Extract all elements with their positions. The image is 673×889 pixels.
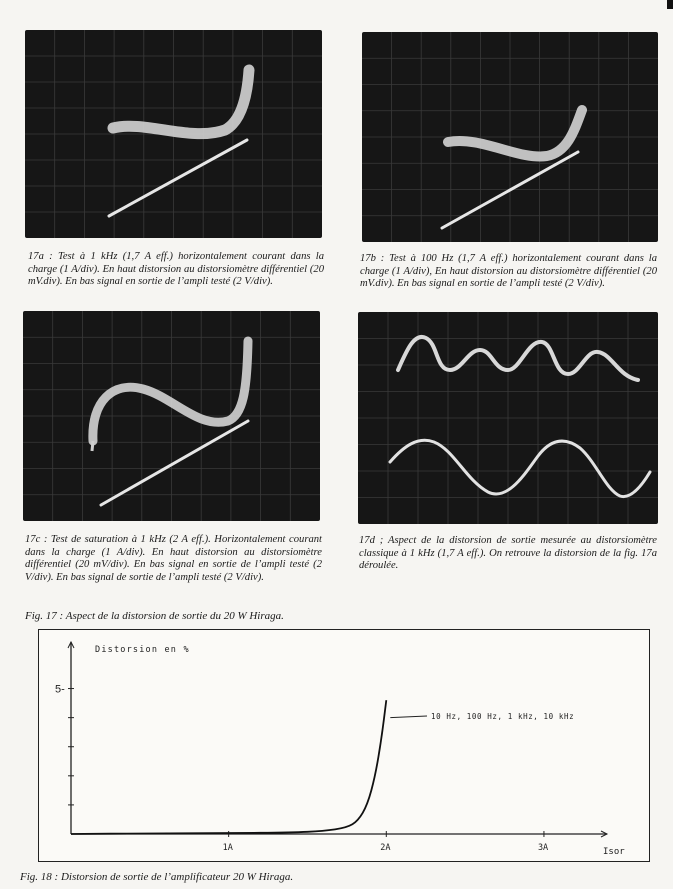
figure-18-caption: Fig. 18 : Distorsion de sortie de l’amplificateur 20 W Hiraga. [20, 871, 294, 883]
caption-17b: 17b : Test à 100 Hz (1,7 A eff.) horizontalement courant dans la charge (1 A/div), En haut distorsion au distorsiomètre différentiel (20 mV.div). En bas signal en sortie de l’ampli testé (2 V/div). [360, 253, 657, 290]
figure-17-caption: Fig. 17 : Aspect de la distorsion de sortie du 20 W Hiraga. [25, 610, 284, 622]
distortion-curve [71, 700, 386, 834]
annotation-arrow [390, 716, 427, 718]
scope-photo-17a [25, 30, 322, 238]
scope-photo-17c [23, 311, 320, 521]
x-tick-label: 1A [222, 843, 233, 853]
y-axis-label: Distorsion en % [95, 645, 190, 655]
distortion-chart-svg [39, 630, 649, 861]
scope-photo-17d [358, 312, 658, 524]
scope-photo-17b [362, 32, 658, 242]
x-tick-label: 3A [537, 843, 549, 853]
x-tick-label: 2A [380, 843, 391, 853]
page-corner-mark [667, 0, 673, 9]
caption-17a: 17a : Test à 1 kHz (1,7 A eff.) horizontalement courant dans la charge (1 A/div). En haut distorsion au distorsiomètre différentiel (20 mV.div). En bas signal en sortie de l’ampli testé (2 V/div). [28, 251, 324, 288]
caption-17c: 17c : Test de saturation à 1 kHz (2 A eff.). Horizontalement courant dans la charge (1 A/div). En haut distorsion au distorsiomètre différentiel (20 mV/div). En bas signal en sortie de l’ampli testé (2 V/div). En bas signal de sortie de l’ampli testé (2 V/div). [25, 534, 322, 583]
x-axis-label: Isor [603, 847, 625, 857]
series-annotation: 10 Hz, 100 Hz, 1 kHz, 10 kHz [431, 712, 575, 721]
caption-17d: 17d ; Aspect de la distorsion de sortie mesurée au distorsiomètre classique à 1 kHz (1,7 A eff.). On retrouve la distorsion de la fig. 17a déroulée. [359, 535, 657, 572]
distortion-chart [38, 629, 650, 862]
y-tick-label: 5- [55, 683, 65, 696]
